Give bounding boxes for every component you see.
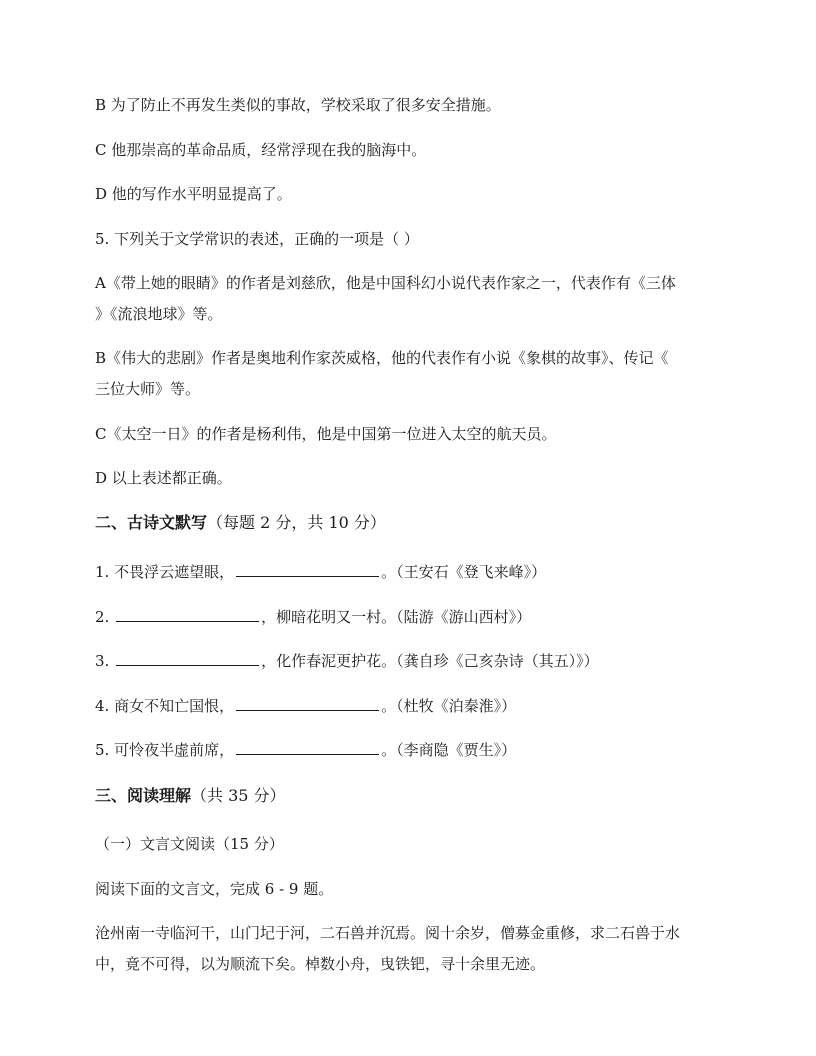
q5-option-b-line2: 三位大师》等。 xyxy=(95,380,201,398)
q5-option-b-line1: B《伟大的悲剧》作者是奥地利作家茨威格，他的代表作有小说《象棋的故事》、传记《 xyxy=(95,349,669,367)
passage-line-2: 中，竟不可得，以为顺流下矣。棹数小舟，曳铁钯，寻十余里无迹。 xyxy=(95,955,546,973)
section-2-heading xyxy=(95,511,386,535)
recitation-item-4-post: 。（杜牧《泊秦淮》） xyxy=(381,697,517,715)
answer-blank-5[interactable] xyxy=(236,739,379,755)
q4-option-b: B 为了防止不再发生类似的事故，学校采取了很多安全措施。 xyxy=(95,96,501,114)
q5-option-a-line2: 》《流浪地球》等。 xyxy=(95,305,223,323)
q4-option-c: C 他那崇高的革命品质，经常浮现在我的脑海中。 xyxy=(95,141,427,159)
recitation-item-2-post: ，柳暗花明又一村。（陆游《游山西村》） xyxy=(261,608,532,626)
recitation-item-2 xyxy=(95,606,725,628)
answer-blank-3[interactable] xyxy=(116,650,259,666)
recitation-item-5-post: 。（李商隐《贾生》） xyxy=(381,741,517,759)
recitation-item-1 xyxy=(95,561,725,583)
subsection-heading: （一）文言文阅读（15 分） xyxy=(95,835,284,853)
recitation-item-3-post: ，化作春泥更护花。（龚自珍《己亥杂诗（其五）》） xyxy=(261,652,599,670)
section-3-title: 三、阅读理解 xyxy=(95,786,192,805)
section-3-heading xyxy=(95,784,286,808)
recitation-item-3-pre: 3. xyxy=(95,652,115,670)
passage-line-1: 沧州南一寺临河干，山门圮于河，二石兽并沉焉。阅十余岁，僧募金重修，求二石兽于水 xyxy=(95,924,681,942)
q5-option-a-line1: A《带上她的眼睛》的作者是刘慈欣，他是中国科幻小说代表作家之一，代表作有《三体 xyxy=(95,274,676,292)
recitation-item-1-pre: 1. 不畏浮云遮望眼， xyxy=(95,563,235,581)
section-2-score: （每题 2 分，共 10 分） xyxy=(207,513,386,532)
answer-blank-4[interactable] xyxy=(236,695,379,711)
recitation-item-2-pre: 2. xyxy=(95,608,115,626)
recitation-item-5-pre: 5. 可怜夜半虚前席， xyxy=(95,741,235,759)
recitation-item-5 xyxy=(95,739,725,761)
answer-blank-2[interactable] xyxy=(116,606,259,622)
recitation-item-3 xyxy=(95,650,725,672)
reading-instruction: 阅读下面的文言文，完成 6 - 9 题。 xyxy=(95,880,334,898)
q5-stem: 5. 下列关于文学常识的表述，正确的一项是（ ） xyxy=(95,230,419,248)
q5-option-d: D 以上表述都正确。 xyxy=(95,469,232,487)
recitation-item-4 xyxy=(95,695,725,717)
section-3-score: （共 35 分） xyxy=(191,786,286,805)
section-2-title: 二、古诗文默写 xyxy=(95,513,208,532)
recitation-item-4-pre: 4. 商女不知亡国恨， xyxy=(95,697,235,715)
q5-option-c: C《太空一日》的作者是杨利伟，他是中国第一位进入太空的航天员。 xyxy=(95,425,557,443)
answer-blank-1[interactable] xyxy=(236,561,379,577)
q4-option-d: D 他的写作水平明显提高了。 xyxy=(95,185,292,203)
recitation-item-1-post: 。（王安石《登飞来峰》） xyxy=(381,563,547,581)
